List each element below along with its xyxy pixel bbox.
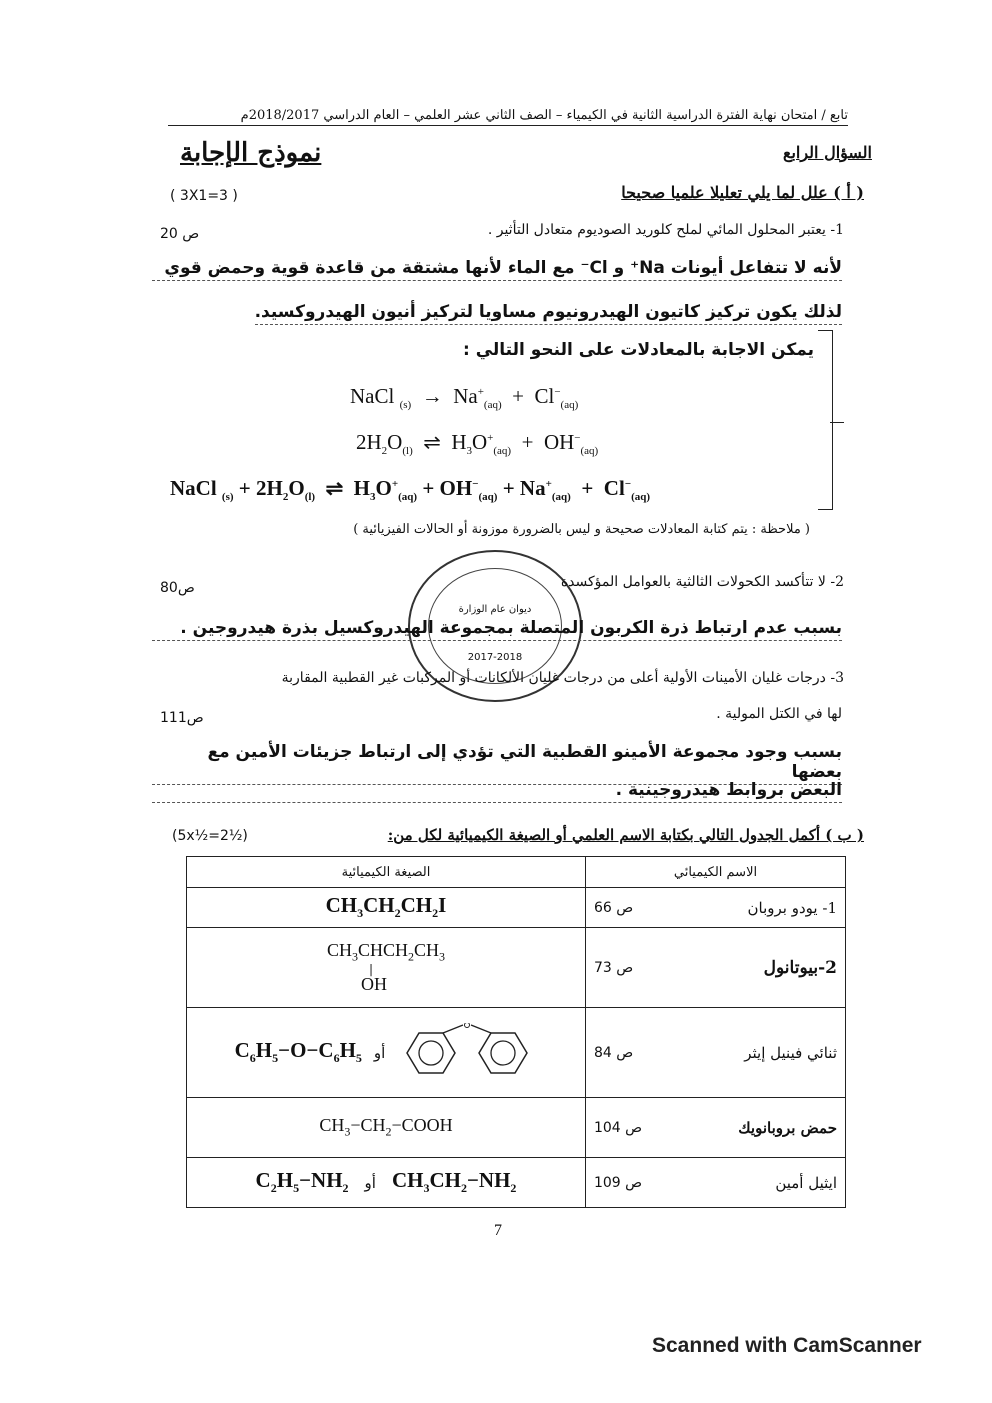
item-2-question (561, 574, 844, 590)
formula-ethylamine-full: $CH_3CH_2-NH_2$ (391, 1168, 517, 1196)
name-cell (585, 888, 845, 928)
hydroxyl-group: OH (360, 974, 387, 995)
part-b-score: (5x½=2½) (172, 828, 248, 844)
item-3-answer-line-2: البعض بروابط هيدروجينية . (152, 780, 842, 803)
name-cell (585, 1098, 845, 1158)
formula-cell (187, 888, 586, 928)
or-word: أو (373, 1043, 386, 1062)
compound-name: 2-بيوتانول (763, 957, 837, 978)
diphenyl-ether-structure (397, 1023, 537, 1083)
item-1-question (488, 222, 844, 238)
page-number: 7 (494, 1222, 502, 1239)
item-number: 1- (830, 222, 844, 238)
scanner-watermark: Scanned with CamScanner (652, 1334, 922, 1357)
table-row (187, 928, 846, 1008)
equations-note: ( ملاحظة : يتم كتابة المعادلات صحيحة و ليس بالضرورة موزونة أو الحالات الفيزيائية ) (353, 522, 810, 537)
item-text: يعتبر المحلول المائي لملح كلوريد الصوديوم متعادل التأثير . (487, 222, 826, 238)
answer-model-title: نموذج الإجابة (180, 138, 322, 168)
compound-name: 1- يودو بروبان (747, 898, 837, 917)
formula-propanoic-acid: $CH_3-CH_2-COOH$ (319, 1115, 453, 1139)
item-text: لا تتأكسد الكحولات الثالثية بالعوامل المؤكسدة (560, 574, 826, 590)
equation-2: $2H_2O_{(l)}$ ⇌ $H_3O^+_{(aq)} + OH^-_{(aq)}$ (356, 430, 599, 458)
item-number: 2- (830, 574, 844, 590)
formula-cell (187, 1008, 586, 1098)
table-row (187, 1158, 846, 1208)
formula-cell (187, 1158, 586, 1208)
equation-1: NaCl $_{(s)} \to Na^+_{(aq)} + Cl^-_{(aq)}$ (350, 384, 579, 412)
item-3-question-cont: لها في الكتل المولية . (716, 706, 842, 722)
part-a-score: ( 3X1=3 ) (170, 188, 238, 204)
equations-brace (818, 330, 833, 510)
page-ref: ص 73 (593, 959, 634, 976)
formula-diphenyl-ether: $C_6H_5-O-C_6H_5$ (234, 1038, 362, 1066)
compound-name: ثنائي فينيل إيثر (744, 1043, 837, 1062)
equations-intro: يمكن الاجابة بالمعادلات على النحو التالي : (462, 340, 814, 360)
item-text: درجات غليان الأمينات الأولية أعلى من درجات غليان الألكانات أو المركبات غير القطبية المقاربة (281, 670, 826, 686)
table-header-row (187, 857, 846, 888)
item-1-page-ref: ص 20 (160, 226, 200, 242)
or-word: أو (364, 1173, 376, 1192)
item-1-answer-line-1: لأنه لا تتفاعل أيونات Na⁺ و Cl⁻ مع الماء لأنها مشتقة من قاعدة قوية وحمض قوي (152, 258, 842, 281)
name-cell (585, 1158, 845, 1208)
equations-brace-tick (830, 422, 844, 423)
item-3-question (282, 670, 844, 686)
formula-cell (187, 928, 586, 1008)
item-2-answer: بسبب عدم ارتباط ذرة الكربون المتصلة بمجموعة الهيدروكسيل بذرة هيدروجين . (152, 618, 842, 641)
item-2-page-ref: ص80 (160, 580, 195, 596)
part-b-title: ( ب ) أكمل الجدول التالي بكتابة الاسم العلمي أو الصيغة الكيميائية لكل من: (387, 826, 864, 844)
table-row (187, 1008, 846, 1098)
compound-name: حمض بروبانويك (738, 1118, 837, 1137)
item-3-answer-line-1: بسبب وجود مجموعة الأمينو القطبية التي تؤدي إلى ارتباط جزيئات الأمين مع بعضها (152, 742, 842, 785)
compounds-table (186, 856, 846, 1208)
equation-3: NaCl $_{(s)} + 2H_2O_{(l)}$ ⇌ $H_3O^+_{(aq)} + OH^-_{(aq)} + Na^+_{(aq)} + Cl^-_{(aq)}$ (170, 476, 651, 504)
item-1-answer-line-2: لذلك يكون تركيز كاتيون الهيدرونيوم مساويا لتركيز أنيون الهيدروكسيد. (255, 302, 842, 325)
table-row (187, 1098, 846, 1158)
table-row (187, 888, 846, 928)
page-ref: ص 109 (593, 1174, 643, 1191)
formula-cell (187, 1098, 586, 1158)
page-ref: ص 104 (593, 1119, 643, 1136)
name-cell (585, 928, 845, 1008)
formula-iodopropane: $CH_3CH_2CH_2I$ (325, 893, 447, 921)
name-cell (585, 1008, 845, 1098)
page-ref: ص 66 (593, 899, 634, 916)
stamp-year: 2017-2018 (467, 652, 523, 663)
item-number: 3- (830, 670, 844, 686)
header-formula: الصيغة الكيميائية (187, 857, 586, 888)
exam-header: تابع / امتحان نهاية الفترة الدراسية الثانية في الكيمياء – الصف الثاني عشر العلمي – العام الدراسي 2018/2017م (168, 108, 848, 126)
formula-ethylamine-short: $C_2H_5-NH_2$ (255, 1168, 349, 1196)
formula-butanol: $CH_3CHCH_2CH_3$ | OH (326, 939, 446, 995)
question-title: السؤال الرابع (782, 143, 872, 162)
compound-name: ايثيل أمين (775, 1173, 837, 1192)
header-name: الاسم الكيميائي (585, 857, 845, 888)
part-a-title: ( أ ) علل لما يلي تعليلا علميا صحيحا (621, 183, 864, 202)
page-ref: ص 84 (593, 1044, 634, 1061)
item-3-page-ref: ص111 (160, 710, 204, 726)
stamp-text: ديوان عام الوزارة (458, 604, 532, 615)
